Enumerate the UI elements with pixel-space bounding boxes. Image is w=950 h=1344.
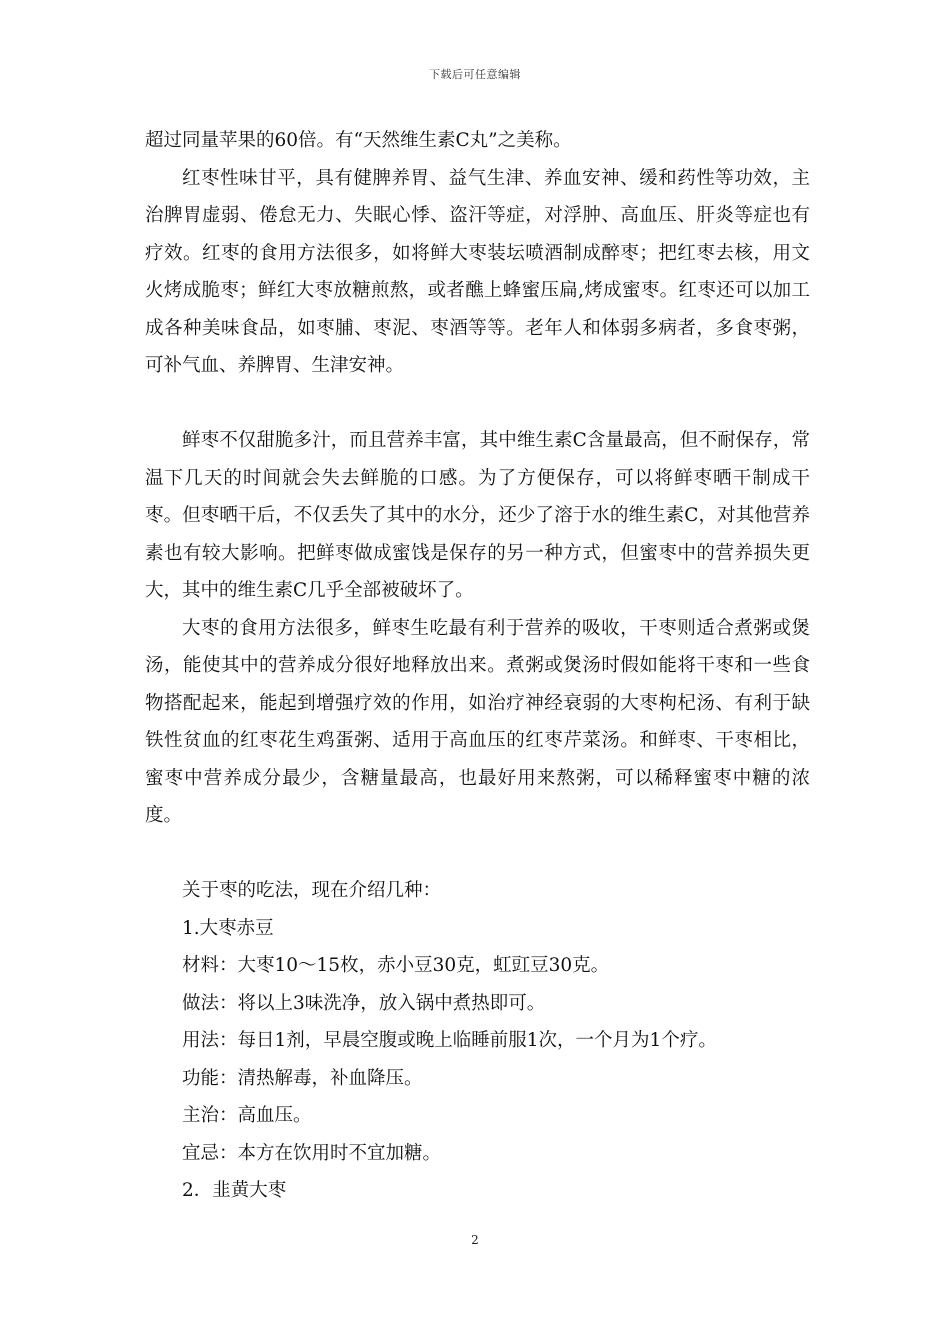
paragraph-eating-methods: 大枣的食用方法很多，鲜枣生吃最有利于营养的吸收，干枣则适合煮粥或煲汤，能使其中的营养成分很好地释放出来。煮粥或煲汤时假如能将干枣和一些食物搭配起来，能起到增强疗效的作用，如治疗神经衰弱的大枣枸杞汤、有利于缺铁性贫血的红枣花生鸡蛋粥、适用于高血压的红枣芹菜汤。和鲜枣、干枣相比，蜜枣中营养成分最少，含糖量最高，也最好用来熬粥，可以稀释蜜枣中糖的浓度。: [145, 617, 810, 826]
recipe-1-ingredients: 材料：大枣10～15枚，赤小豆30克，虹豇豆30克。: [182, 955, 610, 976]
recipe-1-indication: 主治：高血压。: [182, 1105, 312, 1126]
recipe-1-usage: 用法：每日1剂，早晨空腹或晚上临睡前服1次，一个月为1个疗。: [182, 1030, 717, 1051]
recipe-1-title: 1.大枣赤豆: [182, 917, 274, 939]
recipe-1-function: 功能：清热解毒，补血降压。: [182, 1067, 423, 1089]
page-header: 下载后可任意编辑: [429, 68, 521, 81]
recipe-2-title: 2．韭黄大枣: [182, 1180, 287, 1201]
paragraph-vitamin-c: 超过同量苹果的60倍。有“天然维生素C丸”之美称。: [145, 130, 572, 151]
paragraph-recipes-intro: 关于枣的吃法，现在介绍几种：: [182, 880, 442, 901]
paragraph-red-date-benefits: 红枣性味甘平，具有健脾养胃、益气生津、养血安神、缓和药性等功效，主治脾胃虚弱、倦怠无力、失眠心悸、盗汗等症，对浮肿、高血压、肝炎等症也有疗效。红枣的食用方法很多，如将鲜大枣装坛喷酒制成醉枣；把红枣去核，用文火烤成脆枣；鲜红大枣放糖煎熬，或者醮上蜂蜜压扁,烤成蜜枣。红枣还可以加工成各种美味食品，如枣脯、枣泥、枣酒等等。老年人和体弱多病者，多食枣粥，可补气血、养脾胃、生津安神。: [145, 167, 810, 376]
paragraph-gap: [145, 385, 810, 423]
page-number: 2: [471, 1233, 479, 1247]
paragraph-gap: [145, 835, 810, 873]
recipe-1-caution: 宜忌：本方在饮用时不宜加糖。: [182, 1142, 442, 1164]
document-body: [145, 122, 810, 1210]
paragraph-fresh-date-storage: 鲜枣不仅甜脆多汁，而且营养丰富，其中维生素C含量最高，但不耐保存，常温下几天的时间就会失去鲜脆的口感。为了方便保存，可以将鲜枣晒干制成干枣。但枣晒干后，不仅丢失了其中的水分，还少了溶于水的维生素C，对其他营养素也有较大影响。把鲜枣做成蜜饯是保存的另一种方式，但蜜枣中的营养损失更大，其中的维生素C几乎全部被破坏了。: [145, 430, 810, 601]
recipe-1-method: 做法：将以上3味洗净，放入锅中煮热即可。: [182, 992, 546, 1014]
